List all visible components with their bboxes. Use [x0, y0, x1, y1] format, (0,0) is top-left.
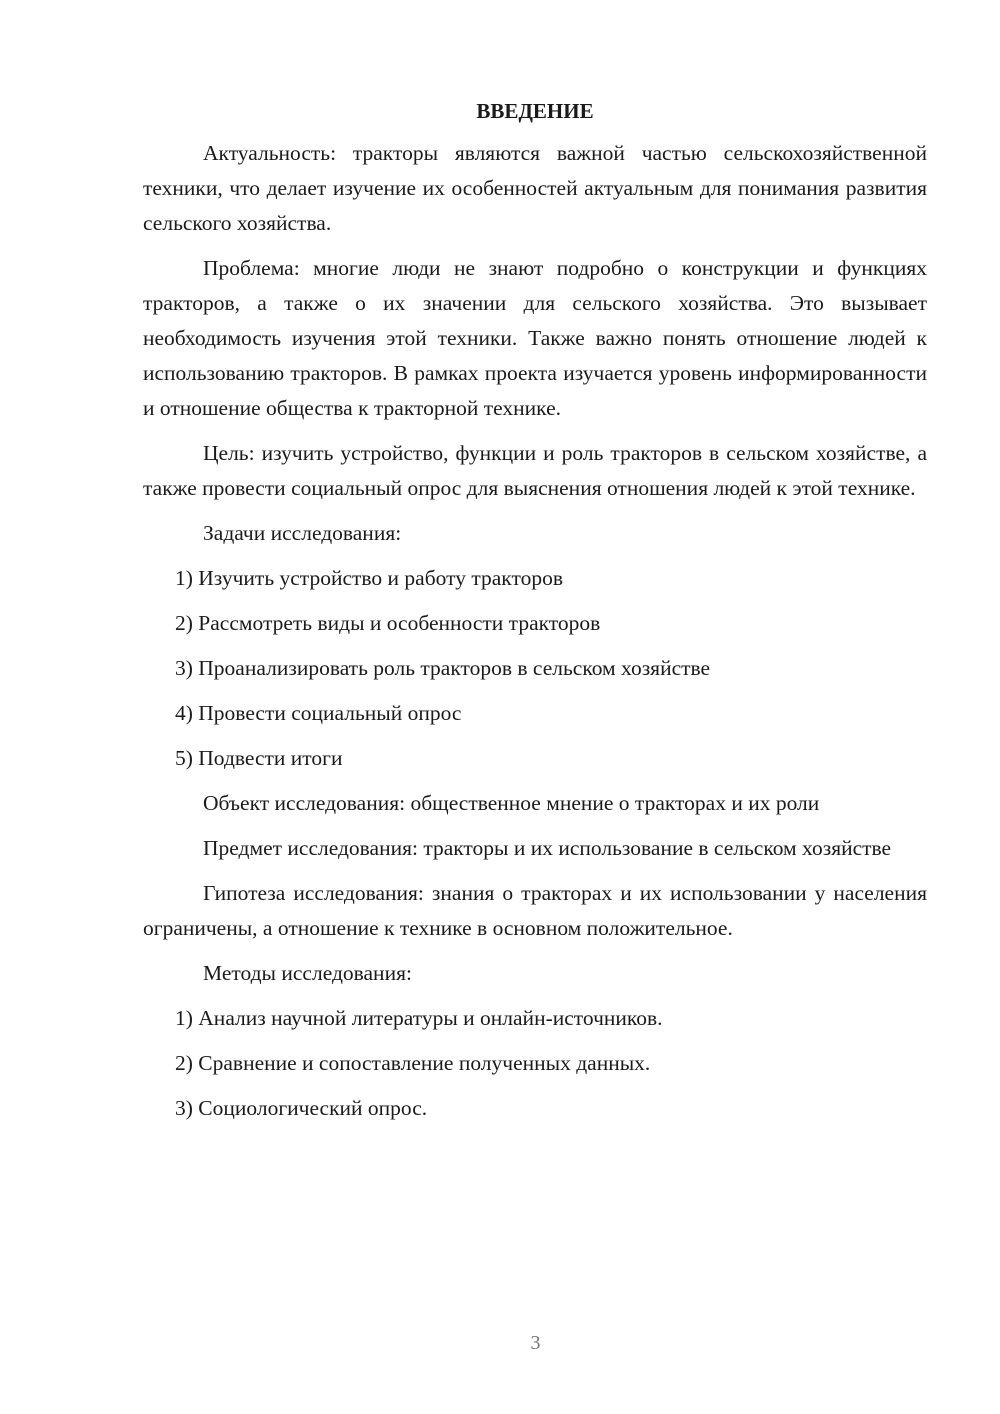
task-item: 4) Провести социальный опрос — [175, 701, 462, 725]
subject-paragraph: Предмет исследования: тракторы и их использование в сельском хозяйстве — [203, 836, 892, 860]
tasks-heading: Задачи исследования: — [203, 521, 402, 545]
method-item: 1) Анализ научной литературы и онлайн-источников. — [175, 1006, 663, 1030]
relevance-paragraph: Актуальность: тракторы являются важной частью сельскохозяйственной техники, что делает изучение их особенностей актуальным для понимания развития сельского хозяйства. — [143, 141, 927, 235]
task-item: 1) Изучить устройство и работу тракторов — [175, 566, 563, 590]
methods-list — [143, 1001, 927, 1126]
object-paragraph: Объект исследования: общественное мнение о тракторах и их роли — [203, 791, 820, 815]
task-item: 3) Проанализировать роль тракторов в сельском хозяйстве — [175, 656, 711, 680]
section-title: ВВЕДЕНИЕ — [476, 99, 594, 123]
goal-paragraph: Цель: изучить устройство, функции и роль тракторов в сельском хозяйстве, а также провести социальный опрос для выяснения отношения людей к этой технике. — [143, 441, 927, 500]
task-item: 5) Подвести итоги — [175, 746, 343, 770]
document-page — [143, 96, 927, 1136]
hypothesis-paragraph: Гипотеза исследования: знания о тракторах и их использовании у населения ограничены, а отношение к технике в основном положительное. — [143, 881, 927, 940]
problem-paragraph: Проблема: многие люди не знают подробно о конструкции и функциях тракторов, а также о их значении для сельского хозяйства. Это вызывает необходимость изучения этой техники. Также важно понять отношение людей к использованию тракторов. В рамках проекта изучается уровень информированности и отношение общества к тракторной технике. — [143, 256, 927, 420]
tasks-list — [143, 561, 927, 776]
methods-heading: Методы исследования: — [203, 961, 412, 985]
page-number: 3 — [530, 1332, 541, 1354]
method-item: 2) Сравнение и сопоставление полученных данных. — [175, 1051, 651, 1075]
method-item: 3) Социологический опрос. — [175, 1096, 428, 1120]
task-item: 2) Рассмотреть виды и особенности тракторов — [175, 611, 601, 635]
